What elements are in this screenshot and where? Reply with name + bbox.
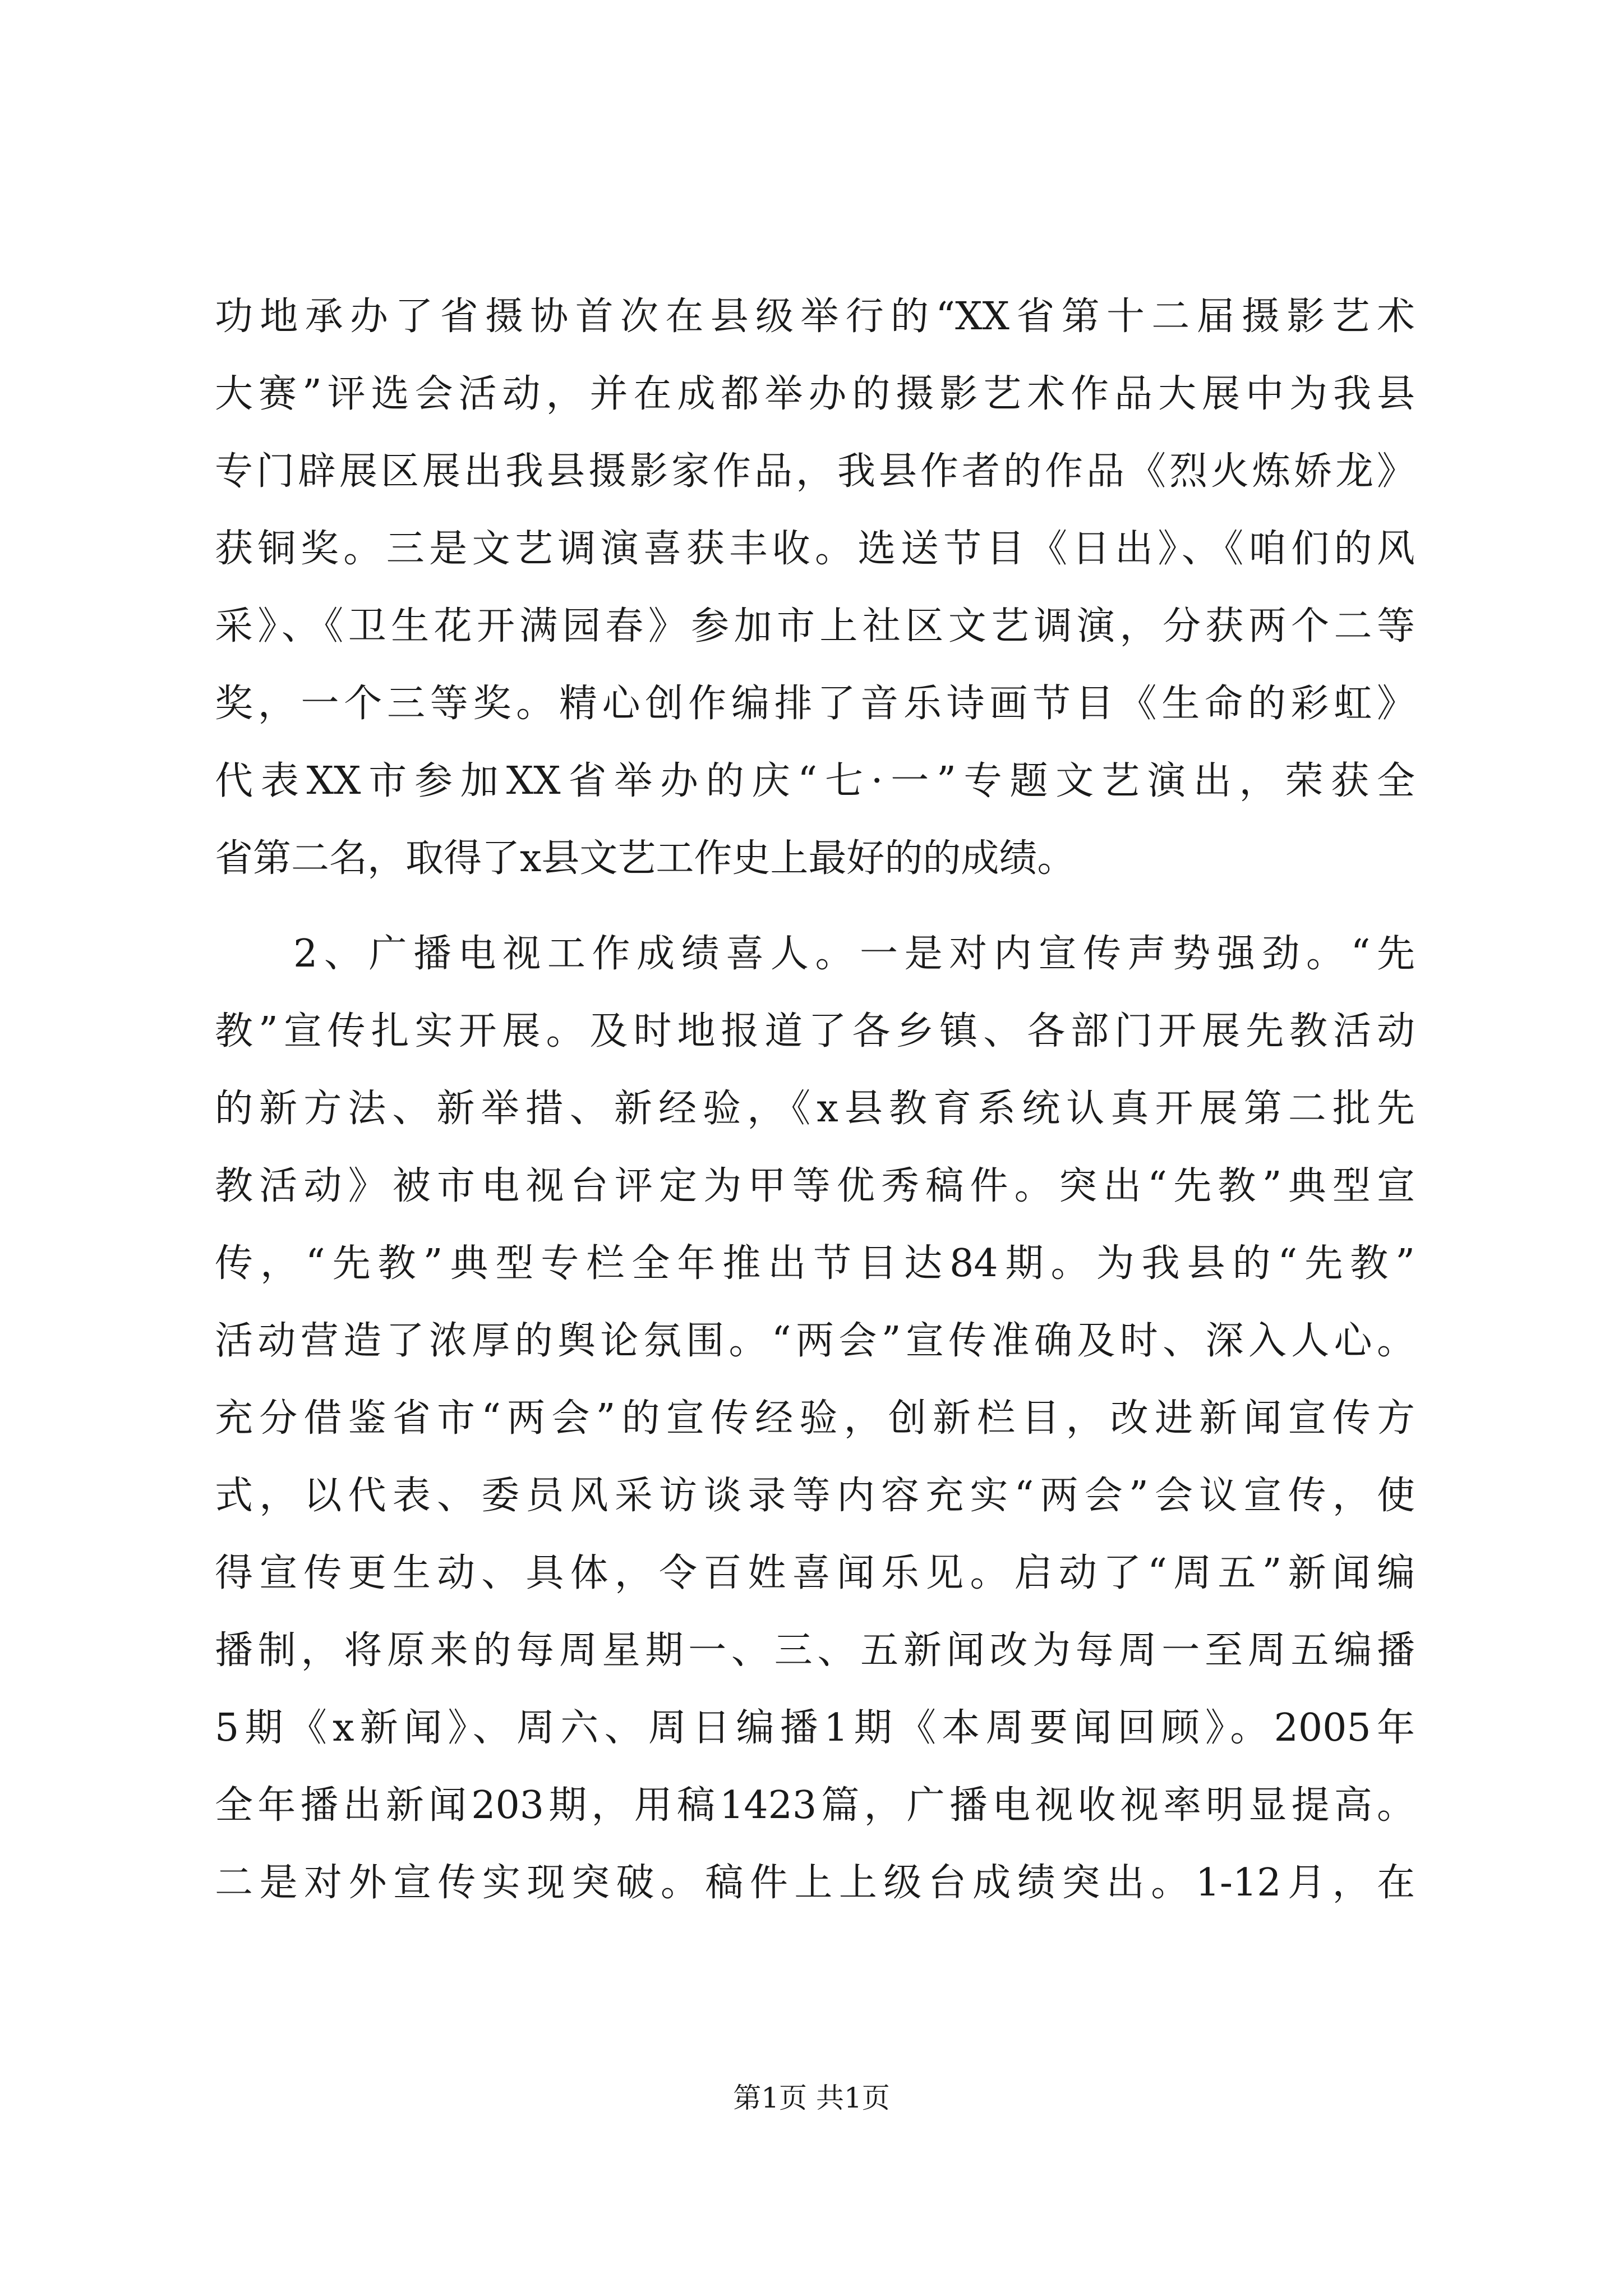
text-line: 获铜奖。三是文艺调演喜获丰收。选送节目《日出》、《咱们的风 [215,527,1415,571]
text-line: 专门辟展区展出我县摄影家作品，我县作者的作品《烈火炼娇龙》 [215,449,1415,494]
text-line: 代表XX市参加XX省举办的庆“七·一”专题文艺演出，荣获全 [215,759,1415,803]
page-footer: 第1页 共1页 [733,2082,890,2114]
text-line: 功地承办了省摄协首次在县级举行的“XX省第十二届摄影艺术 [215,295,1415,339]
text-line: 传，“先教”典型专栏全年推出节目达84期。为我县的“先教” [215,1241,1415,1286]
text-line: 奖，一个三等奖。精心创作编排了音乐诗画节目《生命的彩虹》 [215,682,1415,726]
text-line: 教”宣传扎实开展。及时地报道了各乡镇、各部门开展先教活动 [215,1009,1415,1053]
text-line: 省第二名，取得了x县文艺工作史上最好的的成绩。 [215,836,1076,881]
text-line: 充分借鉴省市“两会”的宣传经验，创新栏目，改进新闻宣传方 [215,1396,1415,1441]
text-line: 式，以代表、委员风采访谈录等内容充实“两会”会议宣传，使 [215,1474,1415,1518]
text-line: 播制，将原来的每周星期一、三、五新闻改为每周一至周五编播 [215,1628,1415,1673]
text-line: 的新方法、新举措、新经验，《x县教育系统认真开展第二批先 [215,1087,1415,1131]
paragraph-start-line: 2、广播电视工作成绩喜人。一是对内宣传声势强劲。“先 [293,932,1415,976]
text-line: 活动营造了浓厚的舆论氛围。“两会”宣传准确及时、深入人心。 [215,1319,1415,1363]
text-line: 采》、《卫生花开满园春》参加市上社区文艺调演，分获两个二等 [215,604,1415,648]
text-line: 大赛”评选会活动，并在成都举办的摄影艺术作品大展中为我县 [215,372,1415,416]
text-line: 教活动》被市电视台评定为甲等优秀稿件。突出“先教”典型宣 [215,1164,1415,1208]
text-line: 二是对外宣传实现突破。稿件上上级台成绩突出。1-12月，在 [215,1861,1415,1905]
text-line: 全年播出新闻203期，用稿1423篇，广播电视收视率明显提高。 [215,1783,1415,1828]
text-line: 得宣传更生动、具体，令百姓喜闻乐见。启动了“周五”新闻编 [215,1551,1415,1595]
text-line: 5期《x新闻》、周六、周日编播1期《本周要闻回顾》。2005年 [215,1706,1415,1750]
